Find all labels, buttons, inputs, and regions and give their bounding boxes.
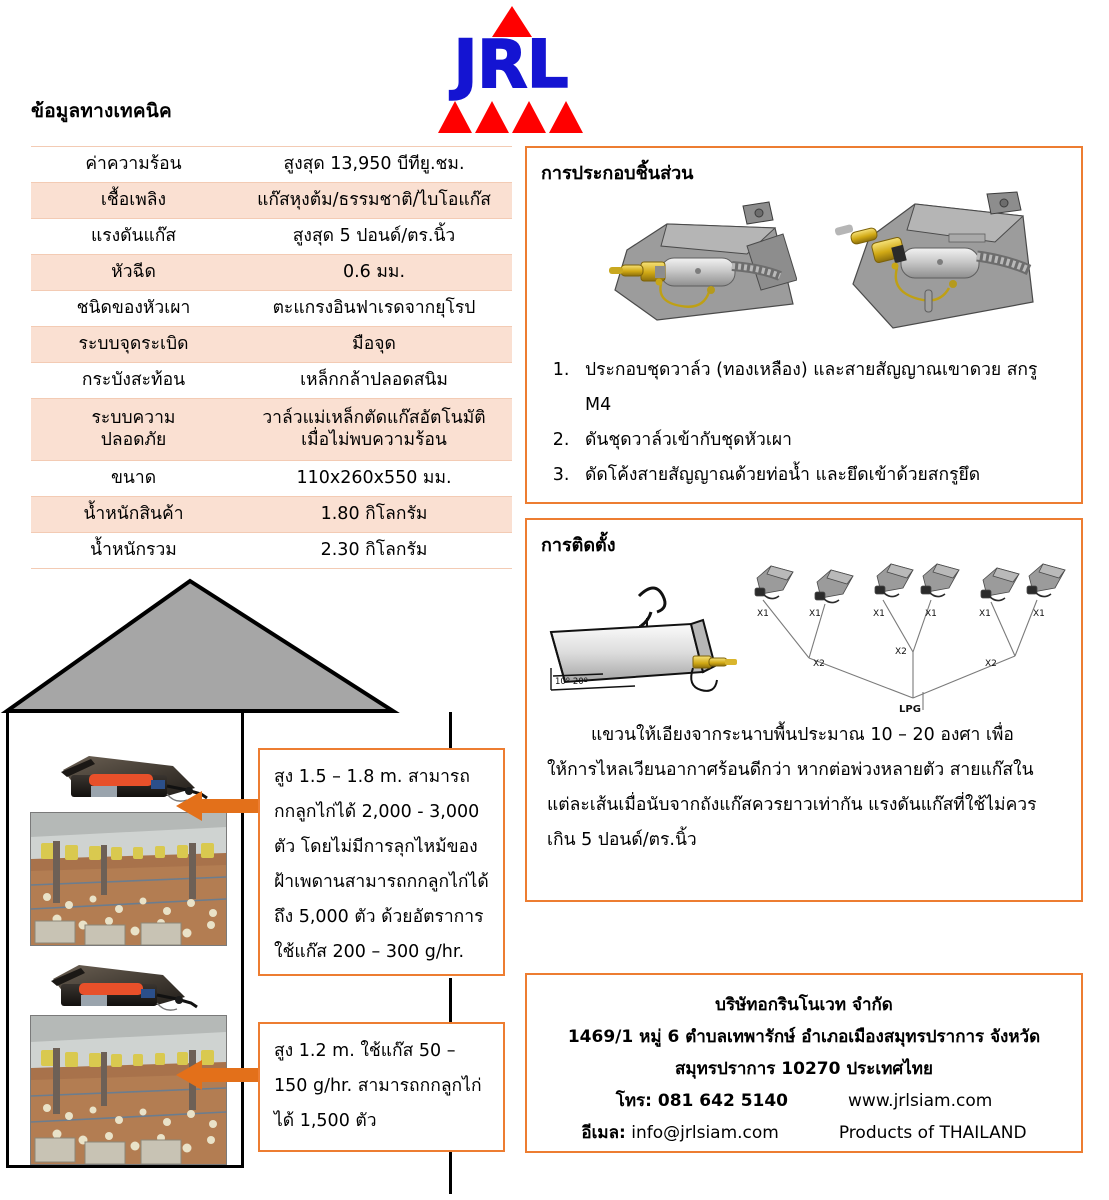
spec-value: 1.80 กิโลกรัม — [236, 497, 512, 533]
technical-specifications-table — [31, 146, 512, 569]
installation-panel-title: การติดตั้ง — [541, 535, 616, 556]
svg-text:X2: X2 — [813, 659, 825, 669]
red-triangle-icon — [475, 101, 509, 133]
spec-value: สูงสุด 5 ปอนด์/ตร.นิ้ว — [292, 225, 456, 246]
callout-high-mount — [258, 748, 505, 976]
installation-paragraph: แขวนให้เอียงจากระนาบพื้นประมาณ 10 – 20 องศา เพื่อให้การไหลเวียนอากาศร้อนดีกว่า หากต่อพ่วงหลายตัว สายแก๊สในแต่ละเส้นเมื่อนับจากถังแก๊สควรยาวเท่ากัน แรงดันแก๊สที่ใช้ไม่ควรเกิน 5 ปอนด์/ตร.นิ้ว — [547, 725, 1037, 850]
table-row — [31, 497, 512, 533]
email-label: อีเมล: — [581, 1123, 626, 1143]
email-address[interactable]: info@jrlsiam.com — [631, 1123, 779, 1143]
assembly-panel — [525, 146, 1083, 504]
origin-label: Products of THAILAND — [838, 1123, 1027, 1143]
spec-label: ค่าความร้อน — [31, 147, 236, 183]
address-line-1: 1469/1 หมู่ 6 ตำบลเทพารักษ์ อำเภอเมืองสมุทรปราการ จังหวัด — [567, 1027, 1041, 1047]
table-row — [31, 183, 512, 219]
poultry-house-diagram — [0, 575, 250, 1195]
company-name: บริษัทอกรินโนเวท จำกัด — [715, 995, 893, 1015]
spec-value: มือจุด — [236, 327, 512, 363]
list-item: 1. ประกอบชุดวาล์ว (ทองเหลือง) และสายสัญญาณเขาดวย สกรู M4 — [575, 353, 1065, 423]
svg-text:X1: X1 — [979, 609, 991, 619]
pointer-arrow-icon — [176, 1058, 268, 1092]
spec-label: หัวฉีด — [31, 255, 236, 291]
assembly-panel-title: การประกอบชิ้นส่วน — [541, 163, 694, 184]
lpg-manifold-branch-diagram — [747, 560, 1067, 720]
list-item: 2. ดันชุดวาล์วเข้ากับชุดหัวเผา — [575, 423, 1065, 458]
red-triangle-icon — [512, 101, 546, 133]
email-row — [581, 1117, 778, 1149]
svg-text:LPG: LPG — [899, 704, 921, 715]
svg-text:X2: X2 — [895, 647, 907, 657]
table-row — [31, 327, 512, 363]
svg-text:X1: X1 — [757, 609, 769, 619]
spec-value: 2.30 กิโลกรัม — [236, 533, 512, 569]
svg-text:X2: X2 — [985, 659, 997, 669]
svg-text:X1: X1 — [1033, 609, 1045, 619]
svg-text:X1: X1 — [873, 609, 885, 619]
jrl-logo — [438, 4, 583, 134]
phone-label: โทร: 081 642 5140 — [615, 1091, 789, 1111]
callout-high-mount-text: สูง 1.5 – 1.8 m. สามารถกกลูกไก่ได้ 2,000 - 3,000 ตัว โดยไม่มีการลุกไหม้ของฝ้าเพดานสามารถกกลูกไก่ได้ถึง 5,000 ตัว ด้วยอัตราการใช้แก๊ส 200 – 300 g/hr. — [274, 767, 489, 962]
logo-triangle-row — [438, 101, 583, 134]
spec-value: ตะแกรงอินฟาเรดจากยุโรป — [272, 297, 476, 318]
table-row — [31, 399, 512, 461]
callout-connector-line — [449, 712, 452, 750]
svg-text:X1: X1 — [809, 609, 821, 619]
spec-label: น้ำหนักสินค้า — [31, 497, 236, 533]
website-link[interactable]: www.jrlsiam.com — [848, 1091, 993, 1111]
table-row — [31, 147, 512, 183]
assembly-steps — [541, 353, 1065, 493]
spec-value: เหล็กกล้าปลอดสนิม — [300, 369, 448, 390]
spec-label: น้ำหนักรวม — [31, 533, 236, 569]
table-row — [31, 291, 512, 327]
spec-value: แก๊สหุงต้ม/ธรรมชาติ/ไบโอแก๊ส — [236, 183, 512, 219]
table-row — [31, 533, 512, 569]
spec-value: สูงสุด 13,950 บีทียู.ชม. — [236, 147, 512, 183]
gas-brooder-heater-photo — [45, 957, 205, 1019]
callout-low-mount — [258, 1022, 505, 1152]
callout-connector-line — [449, 1150, 452, 1194]
spec-label: เชื้อเพลิง — [31, 183, 236, 219]
table-row — [31, 363, 512, 399]
list-item: 3. ดัดโค้งสายสัญญาณด้วยท่อน้ำ และยึดเข้าด้วยสกรูยึด — [575, 458, 1065, 493]
callout-low-mount-text: สูง 1.2 m. ใช้แก๊ส 50 – 150 g/hr. สามารถกกลูกไก่ได้ 1,500 ตัว — [274, 1041, 482, 1131]
address-line-2: สมุทรปราการ 10270 ประเทศไทย — [675, 1059, 933, 1079]
barn-roof — [0, 575, 400, 715]
red-triangle-icon — [438, 101, 472, 133]
table-row — [31, 461, 512, 497]
spec-label: ขนาด — [110, 467, 157, 488]
table-row — [31, 219, 512, 255]
angle-label: 10º-20º — [555, 677, 588, 687]
svg-text:X1: X1 — [925, 609, 937, 619]
logo-wordmark: JRL — [453, 26, 568, 103]
burner-valve-assembly-diagram — [597, 194, 797, 339]
spec-label: กระบังสะท้อน — [81, 369, 186, 390]
contact-panel — [525, 973, 1083, 1153]
pointer-arrow-icon — [176, 789, 268, 823]
spec-label: ระบบความ ปลอดภัย — [31, 399, 236, 461]
spec-value: วาล์วแม่เหล็กตัดแก๊สอัตโนมัติ เมื่อไม่พบความร้อน — [236, 399, 512, 461]
callout-connector-line — [449, 978, 452, 1024]
spec-label: ระบบจุดระเบิด — [31, 327, 236, 363]
page-title: ข้อมูลทางเทคนิค — [31, 100, 172, 122]
installation-panel — [525, 518, 1083, 902]
burner-valve-assembly-diagram-angled — [827, 186, 1037, 341]
spec-value: 0.6 มม. — [236, 255, 512, 291]
spec-value: 110x260x550 มม. — [296, 467, 452, 488]
heater-hanging-angle-diagram — [543, 568, 743, 718]
broiler-house-interior-photo — [30, 812, 227, 946]
red-triangle-icon — [549, 101, 583, 133]
spec-label: ชนิดของหัวเผา — [76, 297, 191, 318]
spec-label: แรงดันแก๊ส — [90, 225, 177, 246]
table-row — [31, 255, 512, 291]
